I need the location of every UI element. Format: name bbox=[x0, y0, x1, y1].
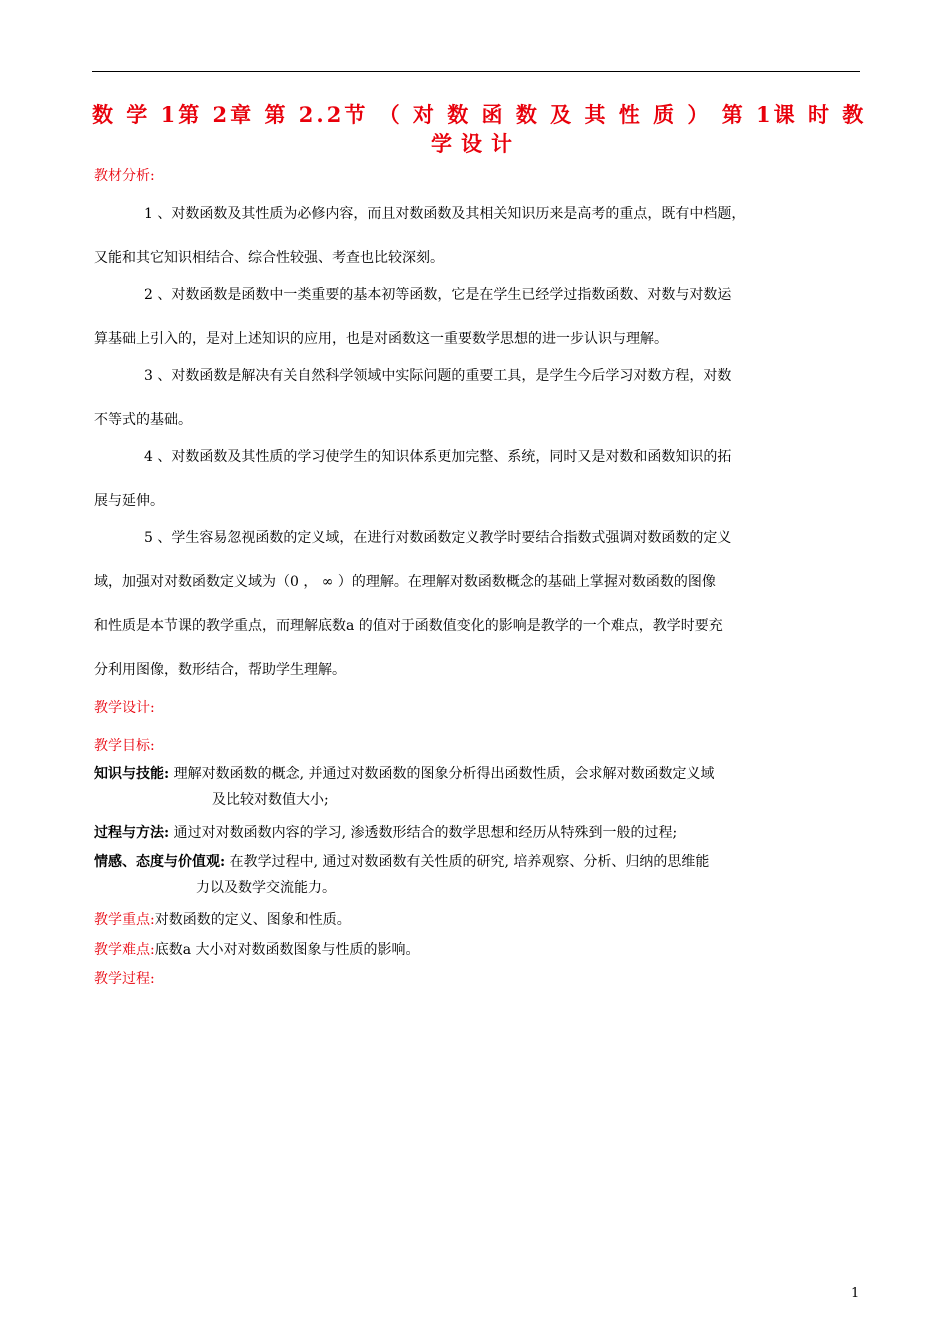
paragraph-line: 域，加强对对数函数定义域为（0 ， ∞ ）的理解。在理解对数函数概念的基础上掌握对数函数的图像 bbox=[94, 574, 716, 590]
paragraph-line: 4 、对数函数及其性质的学习使学生的知识体系更加完整、系统，同时又是对数和函数知识的拓 bbox=[144, 449, 732, 465]
process-heading: 教学过程: bbox=[94, 971, 155, 987]
paragraph-line: 又能和其它知识相结合、综合性较强、考查也比较深刻。 bbox=[94, 250, 444, 266]
analysis-paragraph-2 bbox=[94, 285, 864, 349]
page-number: 1 bbox=[851, 1286, 860, 1301]
key-point bbox=[94, 910, 351, 930]
key-point-label: 教学重点: bbox=[94, 912, 155, 928]
paragraph-line: 5 、学生容易忽视函数的定义域，在进行对数函数定义教学时要结合指数式强调对数函数的定义 bbox=[144, 530, 732, 546]
objective-emotion bbox=[94, 852, 864, 898]
paragraph-line: 和性质是本节课的教学重点，而理解底数a 的值对于函数值变化的影响是教学的一个难点，教学时要充 bbox=[94, 618, 723, 634]
objectives-heading: 教学目标: bbox=[94, 738, 155, 754]
title-line-1: 数 学 1第 2章 第 2.2节 （ 对 数 函 数 及 其 性 质 ） 第 1课 时 教 bbox=[92, 102, 867, 127]
objective-emotion-text-cont: 力以及数学交流能力。 bbox=[196, 880, 336, 896]
objective-knowledge-text: 理解对数函数的概念, 并通过对数函数的图象分析得出函数性质，会求解对数函数定义域 bbox=[169, 766, 715, 782]
paragraph-line: 不等式的基础。 bbox=[94, 412, 192, 428]
analysis-heading: 教材分析: bbox=[94, 168, 155, 184]
objective-emotion-text: 在教学过程中, 通过对数函数有关性质的研究, 培养观察、分析、归纳的思维能 bbox=[225, 854, 710, 870]
paragraph-line: 算基础上引入的，是对上述知识的应用，也是对函数这一重要数学思想的进一步认识与理解。 bbox=[94, 331, 668, 347]
paragraph-line: 1 、对数函数及其性质为必修内容，而且对数函数及其相关知识历来是高考的重点，既有中档题， bbox=[144, 206, 746, 222]
title-line-2: 学设计 bbox=[431, 131, 521, 156]
paragraph-line: 分利用图像，数形结合，帮助学生理解。 bbox=[94, 662, 346, 678]
objective-process-text: 通过对对数函数内容的学习, 渗透数形结合的数学思想和经历从特殊到一般的过程; bbox=[169, 825, 678, 841]
paragraph-line: 2 、对数函数是函数中一类重要的基本初等函数，它是在学生已经学过指数函数、对数与对数运 bbox=[144, 287, 732, 303]
header-rule bbox=[92, 71, 860, 72]
analysis-paragraph-5 bbox=[94, 528, 864, 680]
paragraph-line: 展与延伸。 bbox=[94, 493, 164, 509]
difficulty-label: 教学难点: bbox=[94, 942, 155, 958]
objective-knowledge bbox=[94, 764, 864, 810]
difficulty bbox=[94, 940, 420, 960]
analysis-paragraph-4 bbox=[94, 447, 864, 511]
document-title bbox=[92, 100, 867, 158]
analysis-paragraph-3 bbox=[94, 366, 864, 430]
objective-process-label: 过程与方法: bbox=[94, 825, 170, 841]
objective-process bbox=[94, 823, 864, 843]
design-heading: 教学设计: bbox=[94, 700, 155, 716]
key-point-text: 对数函数的定义、图象和性质。 bbox=[154, 912, 351, 928]
difficulty-text: 底数a 大小对对数函数图象与性质的影响。 bbox=[154, 942, 420, 958]
objective-knowledge-text-cont: 及比较对数值大小; bbox=[212, 792, 329, 808]
analysis-paragraph-1 bbox=[94, 204, 864, 268]
objective-knowledge-label: 知识与技能: bbox=[94, 766, 170, 782]
paragraph-line: 3 、对数函数是解决有关自然科学领域中实际问题的重要工具，是学生今后学习对数方程，对数 bbox=[144, 368, 732, 384]
objective-emotion-label: 情感、态度与价值观: bbox=[94, 854, 226, 870]
